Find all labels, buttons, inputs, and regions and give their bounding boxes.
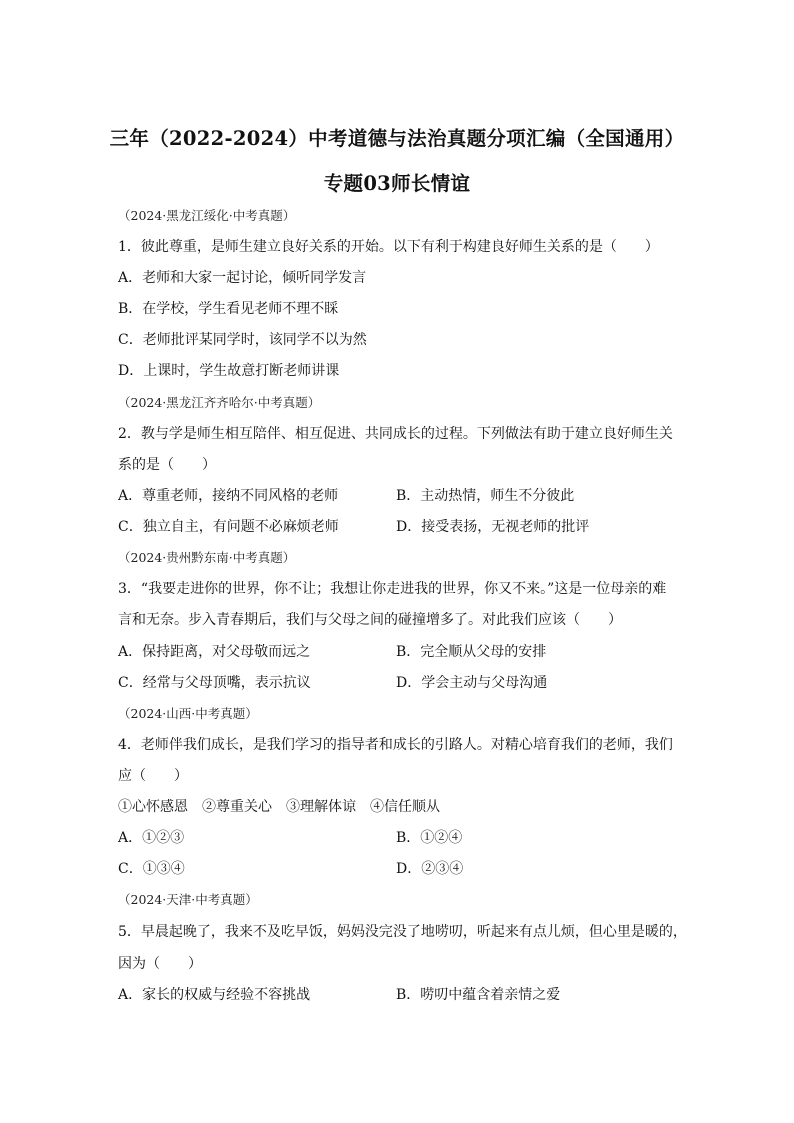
option-a: A．家长的权威与经验不容挑战 <box>118 987 311 1003</box>
question-stem: 5．早晨起晚了，我来不及吃早饭，妈妈没完没了地唠叨，听起来有点儿烦，但心里是暖的， <box>118 924 687 940</box>
question-stem: 4．老师伴我们成长，是我们学习的指导者和成长的引路人。对精心培育我们的老师，我们 <box>118 737 673 753</box>
option-c: C．①③④ <box>118 861 185 877</box>
question-source: （2024·山西·中考真题） <box>118 706 258 721</box>
option-d: D．学会主动与父母沟通 <box>396 675 548 691</box>
option-c: C．经常与父母顶嘴，表示抗议 <box>118 675 311 691</box>
question-source: （2024·天津·中考真题） <box>118 892 258 907</box>
option-d: D．接受表扬，无视老师的批评 <box>396 519 590 535</box>
option-b: B．主动热情，师生不分彼此 <box>396 488 575 504</box>
question-items: ①心怀感恩 ②尊重关心 ③理解体谅 ④信任顺从 <box>118 799 440 815</box>
question-source: （2024·黑龙江齐齐哈尔·中考真题） <box>118 395 321 410</box>
question-stem: 2．教与学是师生相互陪伴、相互促进、共同成长的过程。下列做法有助于建立良好师生关 <box>118 426 673 442</box>
option-b: B．完全顺从父母的安排 <box>396 644 547 660</box>
question-stem: 应（ ） <box>118 768 188 784</box>
question-stem: 1．彼此尊重，是师生建立良好关系的开始。以下有利于构建良好师生关系的是（ ） <box>118 239 659 255</box>
option-b: B．唠叨中蕴含着亲情之爱 <box>396 987 561 1003</box>
question-stem: 3．“我要走进你的世界，你不让；我想让你走进我的世界，你又不来。”这是一位母亲的难 <box>118 581 667 597</box>
option-a: A．①②③ <box>118 830 185 846</box>
option-c: C．老师批评某同学时，该同学不以为然 <box>118 332 367 348</box>
document-title: 三年（2022-2024）中考道德与法治真题分项汇编（全国通用） <box>109 127 685 150</box>
option-a: A．老师和大家一起讨论，倾听同学发言 <box>118 270 367 286</box>
option-d: D．上课时，学生故意打断老师讲课 <box>118 363 340 379</box>
option-b: B．①②④ <box>396 830 463 846</box>
question-source: （2024·贵州黔东南·中考真题） <box>118 550 296 565</box>
question-stem: 因为（ ） <box>118 956 202 972</box>
question-source: （2024·黑龙江绥化·中考真题） <box>118 208 296 223</box>
document-subtitle: 专题03师长情谊 <box>323 172 471 195</box>
option-c: C．独立自主，有问题不必麻烦老师 <box>118 519 339 535</box>
option-d: D．②③④ <box>396 861 464 877</box>
option-a: A．尊重老师，接纳不同风格的老师 <box>118 488 339 504</box>
question-stem: 系的是（ ） <box>118 457 216 473</box>
option-b: B．在学校，学生看见老师不理不睬 <box>118 301 339 317</box>
option-a: A．保持距离，对父母敬而远之 <box>118 644 311 660</box>
question-stem: 言和无奈。步入青春期后，我们与父母之间的碰撞增多了。对此我们应该（ ） <box>118 612 622 628</box>
